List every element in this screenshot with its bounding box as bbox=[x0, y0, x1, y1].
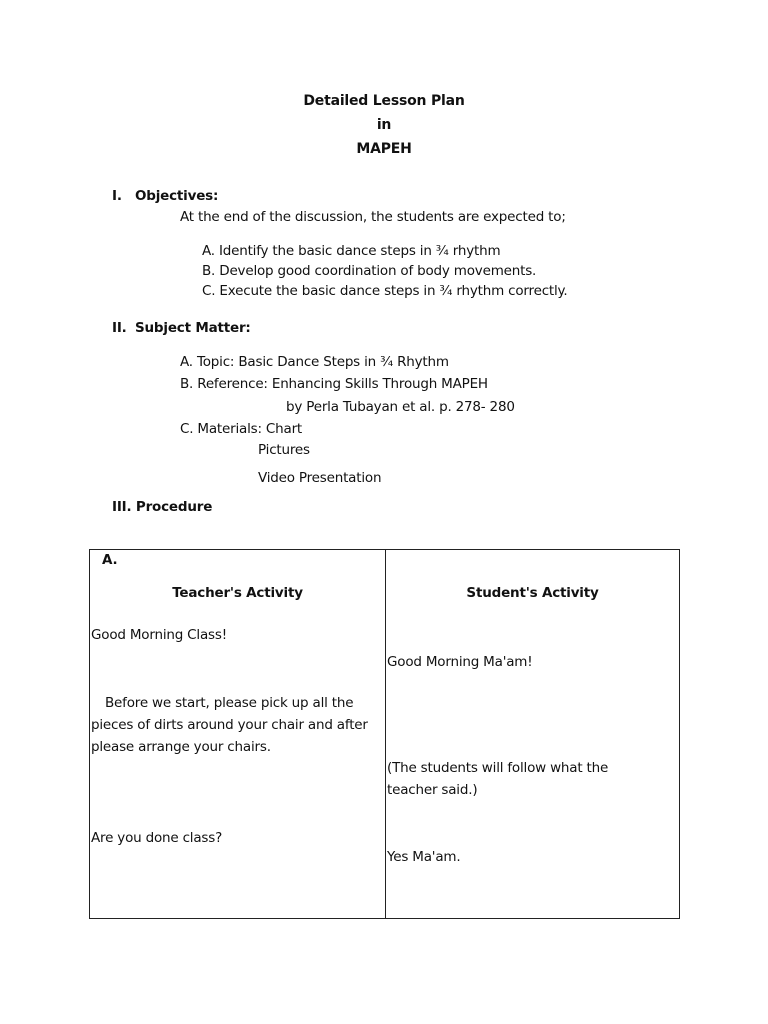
teacher-activity-header: Teacher's Activity bbox=[172, 585, 303, 601]
objectives-heading: Objectives: bbox=[135, 188, 219, 204]
subject-topic: A. Topic: Basic Dance Steps in ¾ Rhythm bbox=[180, 354, 449, 370]
subject-matter-heading: Subject Matter: bbox=[135, 320, 251, 336]
objectives-intro: At the end of the discussion, the students are expected to; bbox=[180, 209, 566, 225]
subject-reference-author: by Perla Tubayan et al. p. 278- 280 bbox=[286, 399, 515, 415]
subject-materials: C. Materials: Chart bbox=[180, 421, 303, 437]
objective-item-b: B. Develop good coordination of body movements. bbox=[202, 263, 537, 279]
student-line-answer: Yes Ma'am. bbox=[387, 849, 461, 865]
subject-material-video: Video Presentation bbox=[258, 470, 382, 486]
teacher-activity-column bbox=[90, 550, 386, 919]
subject-reference: B. Reference: Enhancing Skills Through MAPEH bbox=[180, 376, 488, 392]
subject-matter-numeral: II. bbox=[112, 320, 127, 336]
objective-item-a: A. Identify the basic dance steps in ¾ rhythm bbox=[202, 243, 501, 259]
teacher-line-instruction: Before we start, please pick up all the pieces of dirts around your chair and after please arrange your chairs. bbox=[91, 695, 368, 755]
procedure-section-label: A. bbox=[102, 552, 118, 568]
objective-item-c: C. Execute the basic dance steps in ¾ rhythm correctly. bbox=[202, 283, 568, 299]
student-activity-column bbox=[386, 550, 680, 919]
student-line-greeting: Good Morning Ma'am! bbox=[387, 654, 533, 670]
procedure-table bbox=[89, 549, 680, 919]
procedure-heading: III. Procedure bbox=[112, 499, 213, 515]
student-activity-header: Student's Activity bbox=[466, 585, 599, 601]
objectives-numeral: I. bbox=[112, 188, 122, 204]
document-title-in: in bbox=[376, 117, 392, 133]
subject-material-pictures: Pictures bbox=[258, 442, 310, 458]
document-subject: MAPEH bbox=[356, 141, 412, 157]
teacher-line-greeting: Good Morning Class! bbox=[91, 627, 227, 643]
student-line-follow: (The students will follow what the teacher said.) bbox=[387, 760, 609, 798]
document-title: Detailed Lesson Plan bbox=[303, 93, 465, 109]
teacher-line-question: Are you done class? bbox=[91, 830, 223, 846]
